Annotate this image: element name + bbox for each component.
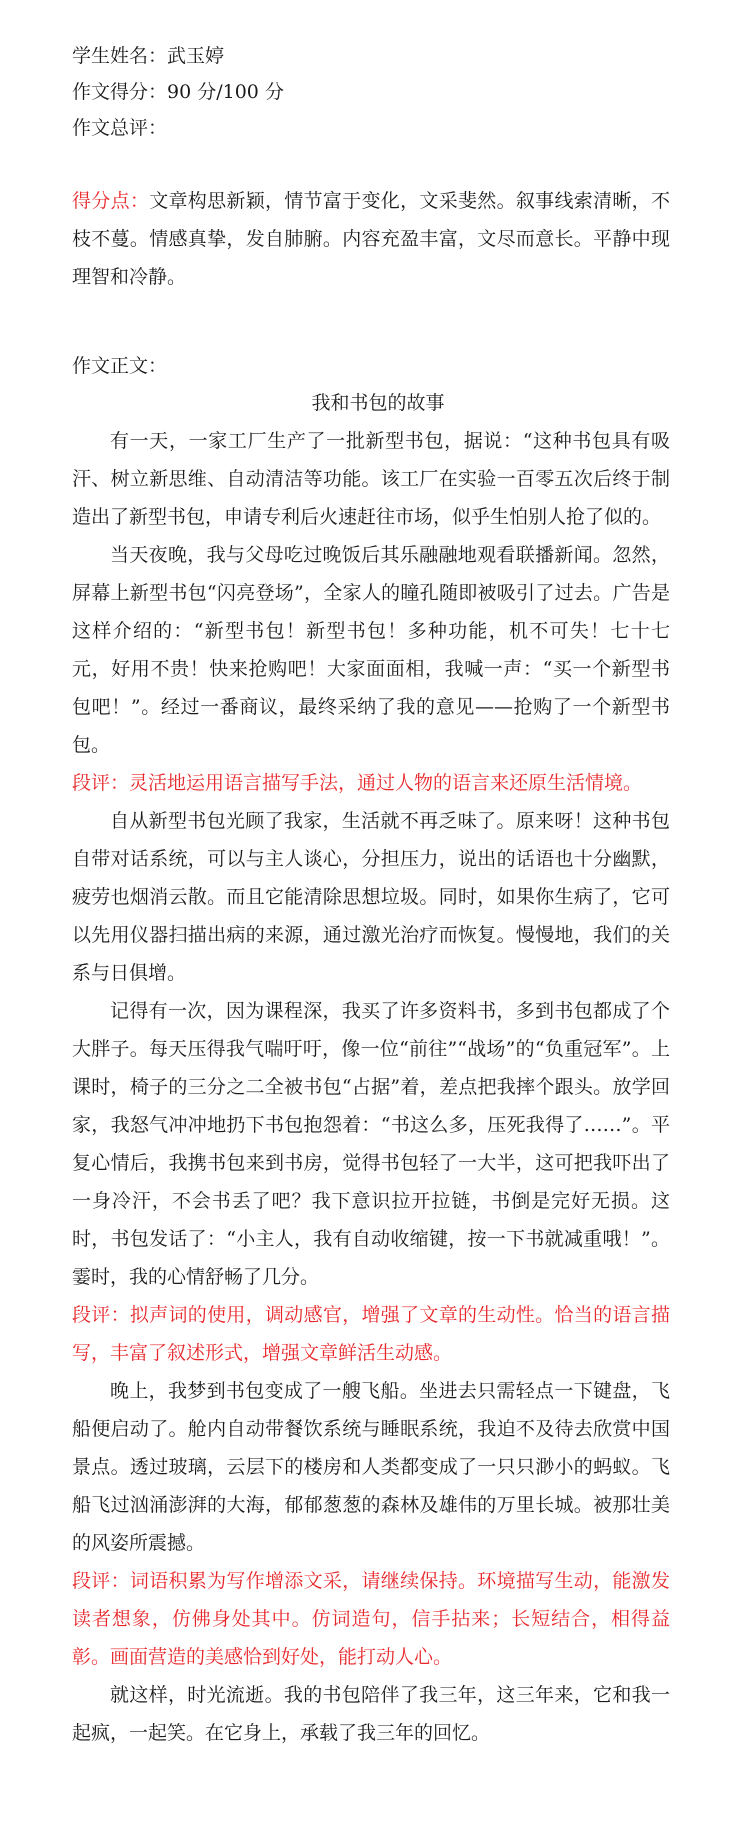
essay-paragraph: 有一天，一家工厂生产了一批新型书包，据说：“这种书包具有吸汗、树立新思维、自动清洁等功能。该工厂在实验一百零五次后终于制造出了新型书包，申请专利后火速赶往市场，似乎生怕别人抢了似的。 [72, 430, 670, 528]
score-value: 90 分/100 分 [167, 81, 284, 103]
paragraph-review [72, 1562, 670, 1676]
essay-title: 我和书包的故事 [311, 392, 445, 414]
paragraph-review-label: 段评： [72, 772, 130, 794]
paragraph-review-text: 拟声词的使用，调动感官，增强了文章的生动性。恰当的语言描写，丰富了叙述形式，增强文章鲜活生动感。 [72, 1304, 670, 1364]
score-points-text: 文章构思新颖，情节富于变化，文采斐然。叙事线索清晰，不枝不蔓。情感真挚，发自肺腑。内容充盈丰富，文尽而意长。平静中现理智和冷静。 [72, 190, 670, 288]
score-points-label: 得分点： [72, 190, 150, 212]
essay-paragraph: 自从新型书包光顾了我家，生活就不再乏味了。原来呀！这种书包自带对话系统，可以与主人谈心，分担压力，说出的话语也十分幽默，疲劳也烟消云散。而且它能清除思想垃圾。同时，如果你生病了，它可以先用仪器扫描出病的来源，通过激光治疗而恢复。慢慢地，我们的关系与日俱增。 [72, 810, 670, 984]
essay-paragraph: 当天夜晚，我与父母吃过晚饭后其乐融融地观看联播新闻。忽然，屏幕上新型书包“闪亮登场”，全家人的瞳孔随即被吸引了过去。广告是这样介绍的：“新型书包！新型书包！多种功能，机不可失！七十七元，好用不贵！快来抢购吧！大家面面相，我喊一声：“买一个新型书包吧！”。经过一番商议，最终采纳了我的意见——抢购了一个新型书包。 [72, 544, 670, 756]
summary-heading [72, 110, 670, 146]
paragraph-review [72, 1296, 670, 1372]
essay-paragraph: 晚上，我梦到书包变成了一艘飞船。坐进去只需轻点一下键盘，飞船便启动了。舱内自动带餐饮系统与睡眠系统，我迫不及待去欣赏中国景点。透过玻璃，云层下的楼房和人类都变成了一只只渺小的蚂蚁。飞船飞过汹涌澎湃的大海，郁郁葱葱的森林及雄伟的万里长城。被那壮美的风姿所震撼。 [72, 1380, 670, 1554]
paragraph-review-text: 词语积累为写作增添文采，请继续保持。环境描写生动，能激发读者想象，仿佛身处其中。仿词造句，信手拈来；长短结合，相得益彰。画面营造的美感恰到好处，能打动人心。 [72, 1570, 670, 1668]
student-name-value: 武玉婷 [167, 45, 225, 67]
score-label: 作文得分： [72, 81, 168, 103]
essay-section-label: 作文正文： [72, 355, 168, 377]
essay-section-heading [72, 348, 670, 384]
summary-label: 作文总评： [72, 117, 168, 139]
student-name-label: 学生姓名： [72, 45, 168, 67]
paragraph-review-text: 灵活地运用语言描写手法，通过人物的语言来还原生活情境。 [129, 772, 643, 794]
essay-paragraph: 记得有一次，因为课程深，我买了许多资料书，多到书包都成了个大胖子。每天压得我气喘吁吁，像一位“前往”“战场”的“负重冠军”。上课时，椅子的三分之二全被书包“占据”着，差点把我摔个跟头。放学回家，我怒气冲冲地扔下书包抱怨着：“书这么多，压死我得了……”。平复心情后，我携书包来到书房，觉得书包轻了一大半，这可把我吓出了一身冷汗，不会书丢了吧？我下意识拉开拉链，书倒是完好无损。这时，书包发话了：“小主人，我有自动收缩键，按一下书就减重哦！”。霎时，我的心情舒畅了几分。 [72, 1000, 670, 1288]
student-name-line [72, 38, 670, 74]
paragraph-review [72, 764, 670, 802]
paragraph-review-label: 段评： [72, 1304, 130, 1326]
paragraph-review-label: 段评： [72, 1570, 130, 1592]
section-spacer [72, 296, 670, 348]
essay-paragraph: 就这样，时光流逝。我的书包陪伴了我三年，这三年来，它和我一起疯，一起笑。在它身上，承载了我三年的回忆。 [72, 1684, 670, 1744]
essay-body [72, 422, 670, 1752]
score-line [72, 74, 670, 110]
overall-comment [72, 182, 670, 296]
